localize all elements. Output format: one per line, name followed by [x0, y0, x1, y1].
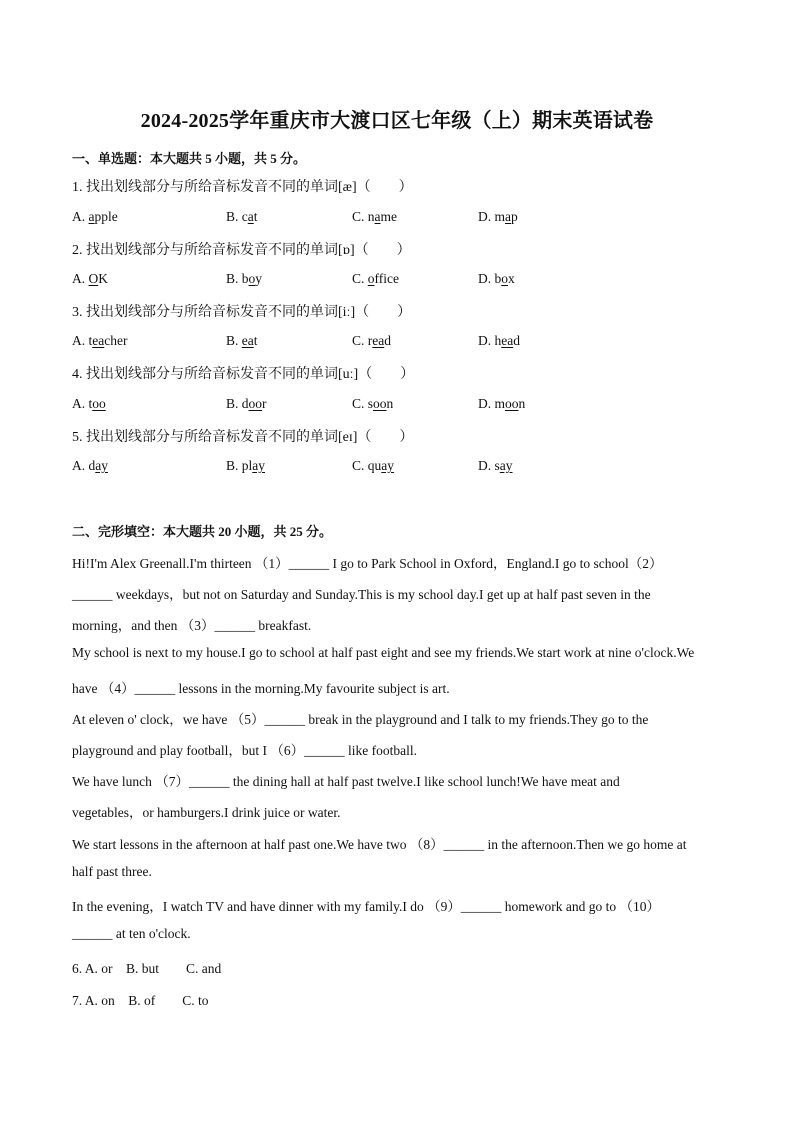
option-rest: cher: [104, 333, 128, 348]
underlined-letters: O: [88, 271, 99, 286]
question-5-option-a[interactable]: [72, 458, 108, 474]
option-rest: d: [384, 333, 391, 348]
question-2-stem: 2. 找出划线部分与所给音标发音不同的单词[ɒ]（ ）: [72, 243, 411, 258]
passage-line: At eleven o' clock，we have （5）______ break in the playground and I talk to my friends.They go to the: [72, 712, 649, 727]
option-rest: x: [508, 271, 515, 286]
question-5-stem: 5. 找出划线部分与所给音标发音不同的单词[eɪ]（ ）: [72, 430, 414, 445]
option-rest: me: [380, 209, 398, 224]
question-5-option-c[interactable]: [352, 458, 394, 474]
passage-line: My school is next to my house.I go to school at half past eight and see my friends.We start work at nine o'clock.We: [72, 645, 695, 660]
underlined-letters: o: [248, 271, 256, 286]
passage-line: 7. A. on B. of C. to: [72, 993, 209, 1008]
option-letter: D. s: [478, 458, 500, 473]
option-letter: D. b: [478, 271, 502, 286]
option-rest: p: [511, 209, 518, 224]
question-3-option-b[interactable]: [226, 333, 258, 349]
underlined-letters: ay: [252, 458, 266, 473]
passage-line: We start lessons in the afternoon at half past one.We have two （8）______ in the afternoon.Then we go home at: [72, 837, 687, 852]
option-rest: t: [253, 333, 258, 348]
passage-line: vegetables，or hamburgers.I drink juice or water.: [72, 805, 341, 820]
question-4-stem: 4. 找出划线部分与所给音标发音不同的单词[uː]（ ）: [72, 367, 415, 382]
question-4-option-b[interactable]: [226, 396, 267, 412]
underlined-letters: oo: [505, 396, 519, 411]
option-letter: B. d: [226, 396, 249, 411]
underlined-letters: ay: [381, 458, 395, 473]
underlined-letters: ea: [92, 333, 105, 348]
option-rest: r: [262, 396, 267, 411]
passage-line: We have lunch （7）______ the dining hall at half past twelve.I like school lunch!We have meat and: [72, 774, 620, 789]
option-letter: A. d: [72, 458, 96, 473]
option-letter: B. c: [226, 209, 248, 224]
passage-line: have （4）______ lessons in the morning.My favourite subject is art.: [72, 681, 450, 696]
exam-title: 2024-2025学年重庆市大渡口区七年级（上）期末英语试卷: [140, 110, 654, 132]
question-4-option-c[interactable]: [352, 396, 393, 412]
passage-line: ______ at ten o'clock.: [72, 926, 191, 941]
option-rest: y: [255, 271, 263, 286]
question-1-option-a[interactable]: [72, 209, 118, 225]
underlined-letters: ay: [499, 458, 513, 473]
underlined-letters: o: [367, 271, 375, 286]
passage-line: In the evening，I watch TV and have dinner with my family.I do （9）______ homework and go to （10）: [72, 899, 661, 914]
question-2-option-c[interactable]: [352, 271, 399, 287]
section-2-heading: 二、完形填空：本大题共 20 小题，共 25 分。: [72, 524, 333, 539]
passage-line: playground and play football，but I （6）______ like football.: [72, 743, 417, 758]
option-letter: C.: [352, 271, 368, 286]
question-5-option-b[interactable]: [226, 458, 265, 474]
underlined-letters: o: [501, 271, 508, 286]
option-rest: ffice: [374, 271, 399, 286]
option-letter: C. qu: [352, 458, 382, 473]
option-letter: B. pl: [226, 458, 253, 473]
question-1-option-d[interactable]: [478, 209, 518, 225]
question-3-option-d[interactable]: [478, 333, 520, 349]
option-letter: B. b: [226, 271, 249, 286]
underlined-letters: a: [88, 209, 95, 224]
option-letter: C. n: [352, 209, 375, 224]
passage-line: 6. A. or B. but C. and: [72, 961, 222, 976]
question-4-option-d[interactable]: [478, 396, 525, 412]
option-rest: pple: [94, 209, 118, 224]
option-letter: D. m: [478, 396, 505, 411]
question-3-option-c[interactable]: [352, 333, 391, 349]
option-rest: K: [98, 271, 108, 286]
option-letter: A.: [72, 209, 89, 224]
option-rest: d: [513, 333, 520, 348]
option-letter: C. s: [352, 396, 374, 411]
option-letter: A. t: [72, 333, 93, 348]
section-1-heading: 一、单选题：本大题共 5 小题，共 5 分。: [72, 151, 307, 166]
question-2-option-d[interactable]: [478, 271, 515, 287]
underlined-letters: ay: [95, 458, 108, 473]
question-3-stem: 3. 找出划线部分与所给音标发音不同的单词[iː]（ ）: [72, 305, 412, 320]
question-2-option-a[interactable]: [72, 271, 108, 287]
underlined-letters: oo: [92, 396, 106, 411]
underlined-letters: ea: [501, 333, 514, 348]
underlined-letters: oo: [373, 396, 387, 411]
option-rest: n: [386, 396, 394, 411]
question-3-option-a[interactable]: [72, 333, 127, 349]
option-letter: D. h: [478, 333, 502, 348]
underlined-letters: a: [505, 209, 511, 224]
question-1-option-b[interactable]: [226, 209, 258, 225]
underlined-letters: a: [374, 209, 381, 224]
option-rest: n: [518, 396, 526, 411]
option-rest: t: [253, 209, 258, 224]
passage-line: morning，and then （3）______ breakfast.: [72, 618, 312, 633]
question-5-option-d[interactable]: [478, 458, 513, 474]
passage-line: ______ weekdays，but not on Saturday and Sunday.This is my school day.I get up at half past seven in the: [72, 587, 651, 602]
underlined-letters: a: [247, 209, 254, 224]
option-letter: D. m: [478, 209, 505, 224]
question-1-stem: 1. 找出划线部分与所给音标发音不同的单词[æ]（ ）: [72, 180, 413, 195]
question-1-option-c[interactable]: [352, 209, 397, 225]
option-letter: B.: [226, 333, 242, 348]
question-2-option-b[interactable]: [226, 271, 262, 287]
option-letter: A. t: [72, 396, 93, 411]
question-4-option-a[interactable]: [72, 396, 106, 412]
passage-line: Hi!I'm Alex Greenall.I'm thirteen （1）______ I go to Park School in Oxford，England.I go to school（2）: [72, 556, 663, 571]
option-letter: C. r: [352, 333, 373, 348]
underlined-letters: ea: [241, 333, 254, 348]
option-letter: A.: [72, 271, 89, 286]
underlined-letters: ea: [372, 333, 385, 348]
underlined-letters: oo: [248, 396, 263, 411]
passage-line: half past three.: [72, 864, 152, 879]
